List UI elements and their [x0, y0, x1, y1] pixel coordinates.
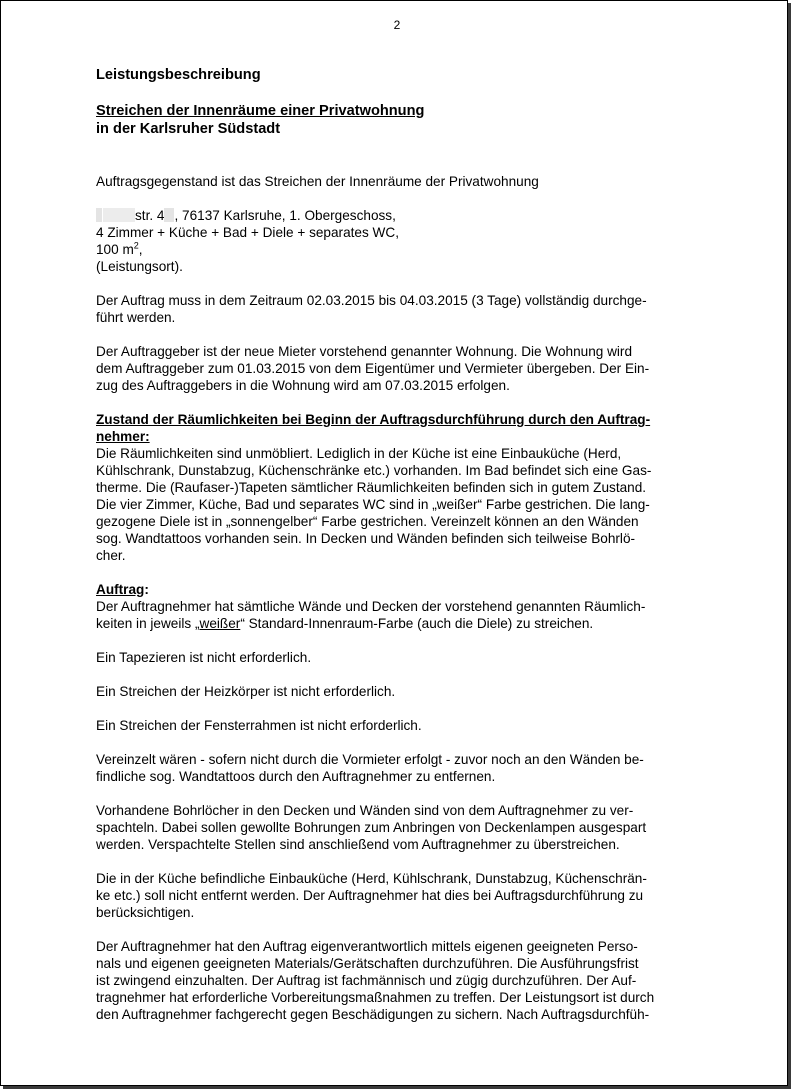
underlined-word: weißer	[199, 616, 241, 631]
text-line: Die in der Küche befindliche Einbauküche (Herd, Kühlschrank, Dunstabzug, Küchenschrän-	[96, 871, 647, 886]
address-area: 100 m	[96, 242, 134, 257]
zustand-heading-line-1: Zustand der Räumlichkeiten bei Beginn der Auftragsdurchführung durch den Auftrag-	[96, 412, 651, 427]
auftrag-heading: Auftrag	[96, 582, 145, 597]
text-line: findliche sog. Wandtattoos durch den Auftragnehmer zu entfernen.	[96, 769, 496, 784]
text-line: Die vier Zimmer, Küche, Bad und separates WC sind in „weißer“ Farbe gestrichen. Die lang-	[96, 497, 650, 512]
redacted-house-number	[164, 208, 174, 222]
redacted-mark	[96, 208, 102, 222]
text-line: werden. Verspachtelte Stellen sind anschließend vom Auftragnehmer zu überstreichen.	[96, 837, 620, 852]
text-line: Vorhandene Bohrlöcher in den Decken und Wänden sind von dem Auftragnehmer zu ver-	[96, 803, 634, 818]
text-line: therme. Die (Raufaser-)Tapeten sämtlicher Räumlichkeiten befinden sich in gutem Zustand.	[96, 480, 647, 495]
text-line: gezogene Diele ist in „sonnengelber“ Farbe gestrichen. Vereinzelt können an den Wänden	[96, 514, 639, 529]
address-street: str. 4	[135, 208, 165, 223]
paragraph-tapezieren: Ein Tapezieren ist nicht erforderlich.	[96, 650, 312, 665]
address-area-suffix: ,	[138, 242, 143, 257]
zustand-heading-line-2: nehmer:	[96, 429, 150, 444]
paragraph-bohrloecher	[96, 802, 700, 853]
text-span: “ Standard-Innenraum-Farbe (auch die Diele) zu streichen.	[240, 616, 594, 631]
address-rooms: 4 Zimmer + Küche + Bad + Diele + separates WC,	[96, 225, 399, 240]
text-line: Die Räumlichkeiten sind unmöbliert. Lediglich in der Küche ist eine Einbauküche (Herd,	[96, 446, 622, 461]
intro-text: Auftragsgegenstand ist das Streichen der Innenräume der Privatwohnung	[96, 174, 539, 189]
section-zustand	[96, 411, 700, 564]
text-line: ist zwingend einzuhalten. Der Auftrag ist fachmännisch und zügig durchzuführen. Der Auf-	[96, 973, 637, 988]
text-line: berücksichtigen.	[96, 905, 195, 920]
address-block	[96, 207, 700, 275]
text-line: Der Auftrag muss in dem Zeitraum 02.03.2015 bis 04.03.2015 (3 Tage) vollständig durchge-	[96, 293, 647, 308]
text-line: den Auftragnehmer fachgerecht gegen Beschädigungen zu sichern. Nach Auftragsdurchfüh-	[96, 1007, 650, 1022]
address-place: (Leistungsort).	[96, 259, 183, 274]
text-line: nals und eigenen geeigneten Materials/Gerätschaften durchzuführen. Die Ausführungsfrist	[96, 956, 639, 971]
paragraph-zeitraum	[96, 292, 700, 326]
document-subtitle	[96, 102, 700, 138]
text-line: Kühlschrank, Dunstabzug, Küchenschränke etc.) vorhanden. Im Bad befindet sich eine Gas-	[96, 463, 652, 478]
text-line: dem Auftraggeber zum 01.03.2015 von dem Eigentümer und Vermieter übergeben. Der Ein-	[96, 361, 650, 376]
text-line: cher.	[96, 548, 126, 563]
subtitle-line-2: in der Karlsruher Südstadt	[96, 121, 281, 137]
text-line: Der Auftragnehmer hat den Auftrag eigenverantwortlich mittels eigenen geeigneten Perso-	[96, 939, 638, 954]
document-title: Leistungsbeschreibung	[96, 67, 261, 83]
section-auftrag	[96, 581, 700, 632]
paragraph-verantwortung	[96, 938, 700, 1023]
text-line: spachteln. Dabei sollen gewollte Bohrungen zum Anbringen von Deckenlampen ausgespart	[96, 820, 647, 835]
address-area-sup: 2	[133, 240, 139, 251]
auftrag-heading-colon: :	[144, 582, 149, 597]
text-line: ke etc.) soll nicht entfernt werden. Der Auftragnehmer hat dies bei Auftragsdurchführung zu	[96, 888, 644, 903]
text-span: keiten in jeweils „	[96, 616, 200, 631]
text-line: führt werden.	[96, 310, 176, 325]
paragraph-auftraggeber	[96, 343, 700, 394]
text-line: zug des Auftraggebers in die Wohnung wird am 07.03.2015 erfolgen.	[96, 378, 510, 393]
address-city: , 76137 Karlsruhe, 1. Obergeschoss,	[174, 208, 396, 223]
paragraph-heizkoerper: Ein Streichen der Heizkörper ist nicht erforderlich.	[96, 684, 396, 699]
document-body	[96, 64, 700, 1023]
redacted-street-name	[103, 208, 135, 222]
text-line: Der Auftragnehmer hat sämtliche Wände und Decken der vorstehend genannten Räumlich-	[96, 599, 646, 614]
text-line: Der Auftraggeber ist der neue Mieter vorstehend genannter Wohnung. Die Wohnung wird	[96, 344, 633, 359]
paragraph-kueche	[96, 870, 700, 921]
paragraph-fenster: Ein Streichen der Fensterrahmen ist nicht erforderlich.	[96, 718, 422, 733]
paragraph-wandtattoos	[96, 751, 700, 785]
page-number: 2	[393, 18, 401, 32]
text-line: tragnehmer hat erforderliche Vorbereitungsmaßnahmen zu treffen. Der Leistungsort ist durch	[96, 990, 655, 1005]
text-line: Vereinzelt wären - sofern nicht durch die Vormieter erfolgt - zuvor noch an den Wänden be-	[96, 752, 644, 767]
subtitle-line-1: Streichen der Innenräume einer Privatwohnung	[96, 103, 425, 119]
text-line: sog. Wandtattoos vorhanden sein. In Decken und Wänden befinden sich teilweise Bohrlö-	[96, 531, 636, 546]
